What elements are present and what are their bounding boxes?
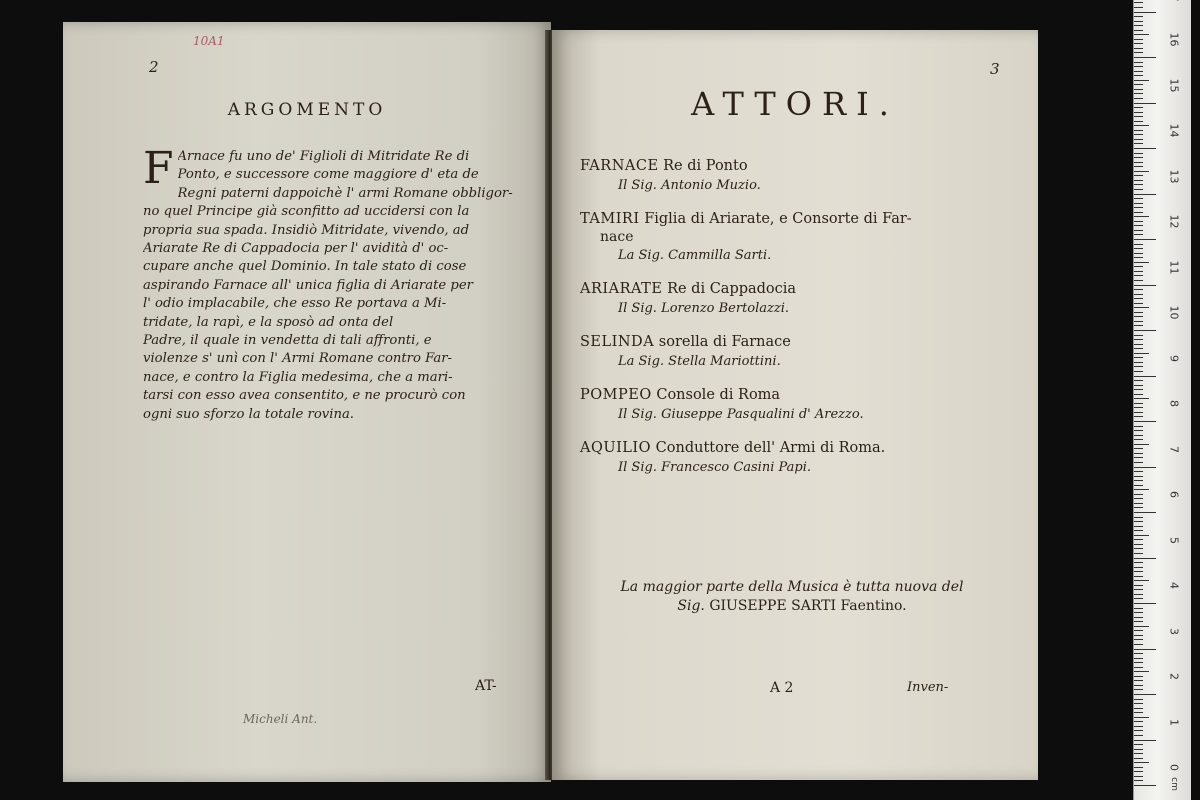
ruler-tick (1134, 143, 1143, 144)
ruler-tick (1134, 462, 1143, 463)
ruler-tick (1134, 548, 1143, 549)
ruler-tick (1134, 116, 1143, 117)
ruler-tick (1134, 316, 1143, 317)
ruler-tick (1134, 189, 1143, 190)
ruler-number: 16 (1167, 32, 1181, 47)
ruler-tick (1134, 671, 1149, 672)
ruler-tick (1134, 239, 1156, 240)
ruler-tick (1134, 562, 1143, 563)
role-description: Re di Cappadocia (667, 281, 797, 297)
ruler-number: 7 (1167, 445, 1181, 453)
ruler-number: 1 (1167, 718, 1181, 726)
cast-entry (580, 333, 1020, 371)
argomento-line: tarsi con esso avea consentito, e ne procurò con (143, 388, 466, 404)
ruler-tick (1134, 412, 1143, 413)
ruler-tick (1134, 125, 1149, 126)
ruler-tick (1134, 80, 1149, 81)
role-line (580, 280, 1020, 299)
ruler-tick (1134, 403, 1143, 404)
role-description: sorella di Farnace (658, 334, 791, 350)
right-page (552, 30, 1038, 780)
page-number-left: 2 (149, 58, 159, 76)
role-name: TAMIRI (580, 211, 640, 227)
argomento-line: propria sua spada. Insidiò Mitridate, vivendo, ad (143, 222, 470, 238)
ruler-tick (1134, 576, 1143, 577)
ruler-tick (1134, 621, 1143, 622)
cast-entry (580, 439, 1020, 477)
ruler-number: 13 (1167, 169, 1181, 183)
argomento-line: cupare anche quel Dominio. In tale stato di cose (143, 259, 467, 275)
ruler-number: 9 (1167, 354, 1181, 362)
ruler-tick (1134, 134, 1143, 135)
ruler-tick (1134, 762, 1149, 763)
ruler-unit: cm (1169, 777, 1179, 791)
ruler-tick (1134, 580, 1149, 581)
ruler-tick (1134, 285, 1156, 286)
ruler-tick (1134, 380, 1143, 381)
ruler-tick (1134, 248, 1143, 249)
argomento-heading: ARGOMENTO (227, 100, 387, 120)
ruler-tick (1134, 48, 1143, 49)
ruler-tick (1134, 107, 1143, 108)
ruler-tick (1134, 366, 1143, 367)
ruler-tick (1134, 517, 1143, 518)
ruler-tick (1134, 753, 1143, 754)
actor-name: Il Sig. Francesco Casini Papi. (618, 460, 812, 475)
ruler-tick (1134, 603, 1156, 604)
role-line (580, 386, 1020, 405)
ruler-tick (1134, 758, 1143, 759)
ruler-tick (1134, 166, 1143, 167)
argomento-line: l' odio implacabile, che esso Re portava a Mi- (143, 296, 447, 312)
ruler-tick (1134, 103, 1156, 104)
ruler-tick (1134, 357, 1143, 358)
ruler-tick (1134, 16, 1143, 17)
ruler-tick (1134, 335, 1143, 336)
ruler-tick (1134, 785, 1156, 786)
ruler-tick (1134, 130, 1143, 131)
argomento-line: Regni paterni dappoichè l' armi Romane obbligor- (177, 185, 513, 201)
role-line (580, 439, 1020, 458)
argomento-line: Ariarate Re di Cappadocia per l' avidità d' oc- (143, 241, 449, 257)
ruler-tick (1134, 476, 1143, 477)
actor-name: Il Sig. Antonio Muzio. (618, 178, 761, 193)
cast-entry (580, 157, 1020, 195)
ruler-tick (1134, 749, 1143, 750)
ruler-tick (1134, 253, 1143, 254)
ruler-tick (1134, 589, 1143, 590)
ruler-tick (1134, 708, 1143, 709)
ruler-tick (1134, 7, 1143, 8)
ruler-tick (1134, 303, 1143, 304)
ruler-tick (1134, 330, 1156, 331)
cast-entry (580, 386, 1020, 424)
ruler-tick (1134, 266, 1143, 267)
ruler-tick (1134, 676, 1143, 677)
ruler-tick (1134, 526, 1143, 527)
ruler-number (1168, 0, 1181, 4)
ruler-tick (1134, 630, 1143, 631)
actor-name: La Sig. Stella Mariottini. (618, 354, 781, 369)
ruler-tick (1134, 62, 1143, 63)
ruler-tick (1134, 89, 1143, 90)
ruler-number: 5 (1167, 536, 1181, 544)
ruler-tick (1134, 744, 1143, 745)
ruler-tick (1134, 376, 1156, 377)
ruler-tick (1134, 34, 1149, 35)
ruler-tick (1134, 180, 1143, 181)
ruler-tick (1134, 608, 1143, 609)
ruler-number: 11 (1167, 260, 1181, 274)
ruler-tick (1134, 507, 1143, 508)
ruler-tick (1134, 558, 1156, 559)
actor-name: La Sig. Cammilla Sarti. (618, 248, 772, 263)
argomento-line: tridate, la rapì, e la sposò ad onta del (143, 314, 394, 330)
role-name: SELINDA (580, 334, 655, 350)
ruler-tick (1134, 30, 1143, 31)
ruler-tick (1134, 735, 1143, 736)
argomento-line: violenze s' unì con l' Armi Romane contro Far- (143, 351, 452, 367)
ruler-tick (1134, 439, 1143, 440)
ruler-tick (1134, 594, 1143, 595)
ruler-tick (1134, 93, 1143, 94)
role-name: FARNACE (580, 158, 659, 174)
cast-entry (580, 280, 1020, 318)
ruler-tick (1134, 389, 1143, 390)
ruler-tick (1134, 294, 1143, 295)
music-line: La maggior parte della Musica è tutta nuova del (620, 579, 964, 595)
ruler-number: 15 (1167, 78, 1181, 92)
ruler-tick (1134, 535, 1149, 536)
role-description: Re di Ponto (663, 158, 748, 174)
argomento-line: Padre, il quale in vendetta di tali affronti, e (143, 333, 432, 349)
ruler-number: 6 (1167, 491, 1181, 498)
ruler-tick (1134, 280, 1143, 281)
ruler-tick (1134, 234, 1143, 235)
ruler-tick (1134, 453, 1143, 454)
ruler-tick (1134, 84, 1143, 85)
ruler-tick (1134, 12, 1156, 13)
argomento-line: aspirando Farnace all' unica figlia di Ariarate per (143, 277, 473, 293)
ruler-tick (1134, 2, 1143, 3)
composer-name: GIUSEPPE SARTI Faentino. (709, 598, 907, 614)
ruler-tick (1134, 662, 1143, 663)
argomento-line: no quel Principe già sconfitto ad uccidersi con la (143, 204, 470, 220)
ruler-tick (1134, 230, 1143, 231)
ruler-tick (1134, 184, 1143, 185)
ruler-tick (1134, 585, 1143, 586)
ruler-tick (1134, 730, 1143, 731)
ruler-tick (1134, 703, 1143, 704)
ruler-tick (1134, 444, 1149, 445)
role-description: Figlia di Ariarate, e Consorte di Far- (644, 211, 912, 227)
ruler-tick (1134, 776, 1143, 777)
ruler-tick (1134, 216, 1149, 217)
ruler-number: 3 (1167, 627, 1181, 635)
ruler-tick (1134, 148, 1156, 149)
argomento-line: Ponto, e successore come maggiore d' eta de (177, 167, 479, 183)
ruler-tick (1134, 689, 1143, 690)
ruler-tick (1134, 553, 1143, 554)
ruler-tick (1134, 307, 1149, 308)
ruler-tick (1134, 325, 1143, 326)
ruler-tick (1134, 207, 1143, 208)
ruler-tick (1134, 262, 1149, 263)
ruler-tick (1134, 162, 1143, 163)
ruler-tick (1134, 544, 1143, 545)
ruler-tick (1134, 617, 1143, 618)
ruler-tick (1134, 780, 1143, 781)
ruler-tick (1134, 649, 1156, 650)
ruler-tick (1134, 98, 1143, 99)
page-number-right: 3 (990, 60, 1000, 78)
actor-name: Il Sig. Lorenzo Bertolazzi. (618, 301, 790, 316)
ruler-tick (1134, 194, 1156, 195)
ruler-tick (1134, 321, 1143, 322)
ruler-tick (1134, 416, 1143, 417)
ruler-tick (1134, 740, 1156, 741)
ruler-tick (1134, 289, 1143, 290)
ruler-tick (1134, 539, 1143, 540)
ruler-tick (1134, 426, 1143, 427)
role-description: Conduttore dell' Armi di Roma. (655, 440, 886, 456)
ruler-tick (1134, 467, 1156, 468)
role-name: AQUILIO (580, 440, 652, 456)
ruler-tick (1134, 153, 1143, 154)
ruler-tick (1134, 244, 1143, 245)
ruler-tick (1134, 348, 1143, 349)
ruler-number: 4 (1167, 582, 1181, 589)
ruler-tick (1134, 694, 1156, 695)
ruler-tick (1134, 353, 1149, 354)
ruler-tick (1134, 257, 1143, 258)
role-name: ARIARATE (580, 281, 663, 297)
ruler-tick (1134, 212, 1143, 213)
actor-name: Il Sig. Giuseppe Pasqualini d' Arezzo. (618, 407, 864, 422)
ruler-tick (1134, 485, 1143, 486)
role-line (580, 333, 1020, 352)
ruler-tick (1134, 503, 1143, 504)
ruler-tick (1134, 680, 1143, 681)
ruler-tick (1134, 530, 1143, 531)
cast-entry (580, 210, 1020, 265)
ruler-tick (1134, 421, 1156, 422)
ruler-tick (1134, 275, 1143, 276)
ruler-tick (1134, 598, 1143, 599)
argomento-line: nace, e contro la Figlia medesima, che a mari- (143, 369, 453, 385)
ruler-tick (1134, 653, 1143, 654)
ruler-tick (1134, 658, 1143, 659)
ruler-number: 14 (1167, 123, 1181, 138)
ruler-tick (1134, 344, 1143, 345)
music-credit (572, 578, 1012, 616)
catchword-right: Inven- (907, 680, 949, 695)
open-book (55, 22, 1040, 782)
ruler-tick (1134, 635, 1143, 636)
ruler-number: 10 (1167, 305, 1181, 320)
ruler-tick (1134, 139, 1143, 140)
measurement-ruler (1133, 0, 1191, 800)
ruler-tick (1134, 717, 1149, 718)
music-sig: Sig. (677, 598, 705, 614)
signature-mark: A 2 (770, 680, 794, 696)
ruler-tick (1134, 639, 1143, 640)
role-description-cont: nace (600, 229, 634, 245)
role-line (580, 210, 1020, 229)
cast-list (580, 157, 1020, 492)
ruler-tick (1134, 398, 1149, 399)
ruler-tick (1134, 52, 1143, 53)
ruler-tick (1134, 175, 1143, 176)
ruler-tick (1134, 644, 1143, 645)
ruler-tick (1134, 667, 1143, 668)
ruler-tick (1134, 112, 1143, 113)
ruler-tick (1134, 480, 1143, 481)
ruler-tick (1134, 39, 1143, 40)
ruler-tick (1134, 221, 1143, 222)
ruler-tick (1134, 198, 1143, 199)
pencil-note: Micheli Ant. (243, 712, 318, 726)
ruler-tick (1134, 626, 1149, 627)
ruler-tick (1134, 721, 1143, 722)
attori-heading: ATTORI. (691, 85, 899, 123)
ruler-tick (1134, 771, 1143, 772)
ruler-tick (1134, 498, 1143, 499)
ruler-tick (1134, 157, 1143, 158)
ruler-tick (1134, 685, 1143, 686)
left-page (63, 22, 551, 782)
ruler-tick (1134, 25, 1143, 26)
ruler-tick (1134, 57, 1156, 58)
argomento-line: ogni suo sforzo la totale rovina. (143, 406, 354, 422)
role-line (580, 157, 1020, 176)
ruler-tick (1134, 512, 1156, 513)
dropcap: F (143, 143, 174, 194)
ruler-tick (1134, 385, 1143, 386)
ruler-tick (1134, 457, 1143, 458)
ruler-tick (1134, 726, 1143, 727)
ruler-tick (1134, 362, 1143, 363)
ruler-tick (1134, 339, 1143, 340)
ruler-number: 0 (1167, 764, 1181, 771)
ruler-tick (1134, 571, 1143, 572)
ruler-tick (1134, 75, 1143, 76)
ruler-tick (1134, 298, 1143, 299)
ruler-tick (1134, 271, 1143, 272)
ruler-tick (1134, 371, 1143, 372)
ruler-number: 2 (1167, 673, 1181, 680)
ruler-tick (1134, 471, 1143, 472)
manuscript-note: 10A1 (193, 34, 225, 48)
ruler-tick (1134, 612, 1143, 613)
ruler-tick (1134, 394, 1143, 395)
ruler-tick (1134, 712, 1143, 713)
argomento-line: Arnace fu uno de' Figlioli di Mitridate Re di (177, 149, 470, 164)
ruler-tick (1134, 448, 1143, 449)
ruler-tick (1134, 21, 1143, 22)
ruler-tick (1134, 430, 1143, 431)
ruler-tick (1134, 521, 1143, 522)
ruler-tick (1134, 407, 1143, 408)
argomento-text (143, 143, 543, 424)
ruler-tick (1134, 699, 1143, 700)
ruler-number: 8 (1167, 400, 1181, 407)
catchword-left: AT- (475, 678, 497, 694)
ruler-tick (1134, 312, 1143, 313)
ruler-tick (1134, 489, 1149, 490)
ruler-tick (1134, 225, 1143, 226)
ruler-tick (1134, 43, 1143, 44)
ruler-tick (1134, 767, 1143, 768)
ruler-tick (1134, 203, 1143, 204)
ruler-tick (1134, 171, 1149, 172)
ruler-tick (1134, 121, 1143, 122)
ruler-tick (1134, 435, 1143, 436)
ruler-tick (1134, 567, 1143, 568)
ruler-tick (1134, 494, 1143, 495)
role-name: POMPEO (580, 387, 652, 403)
ruler-number: 12 (1167, 214, 1181, 229)
ruler-tick (1134, 71, 1143, 72)
role-description: Console di Roma (656, 387, 781, 403)
ruler-tick (1134, 66, 1143, 67)
